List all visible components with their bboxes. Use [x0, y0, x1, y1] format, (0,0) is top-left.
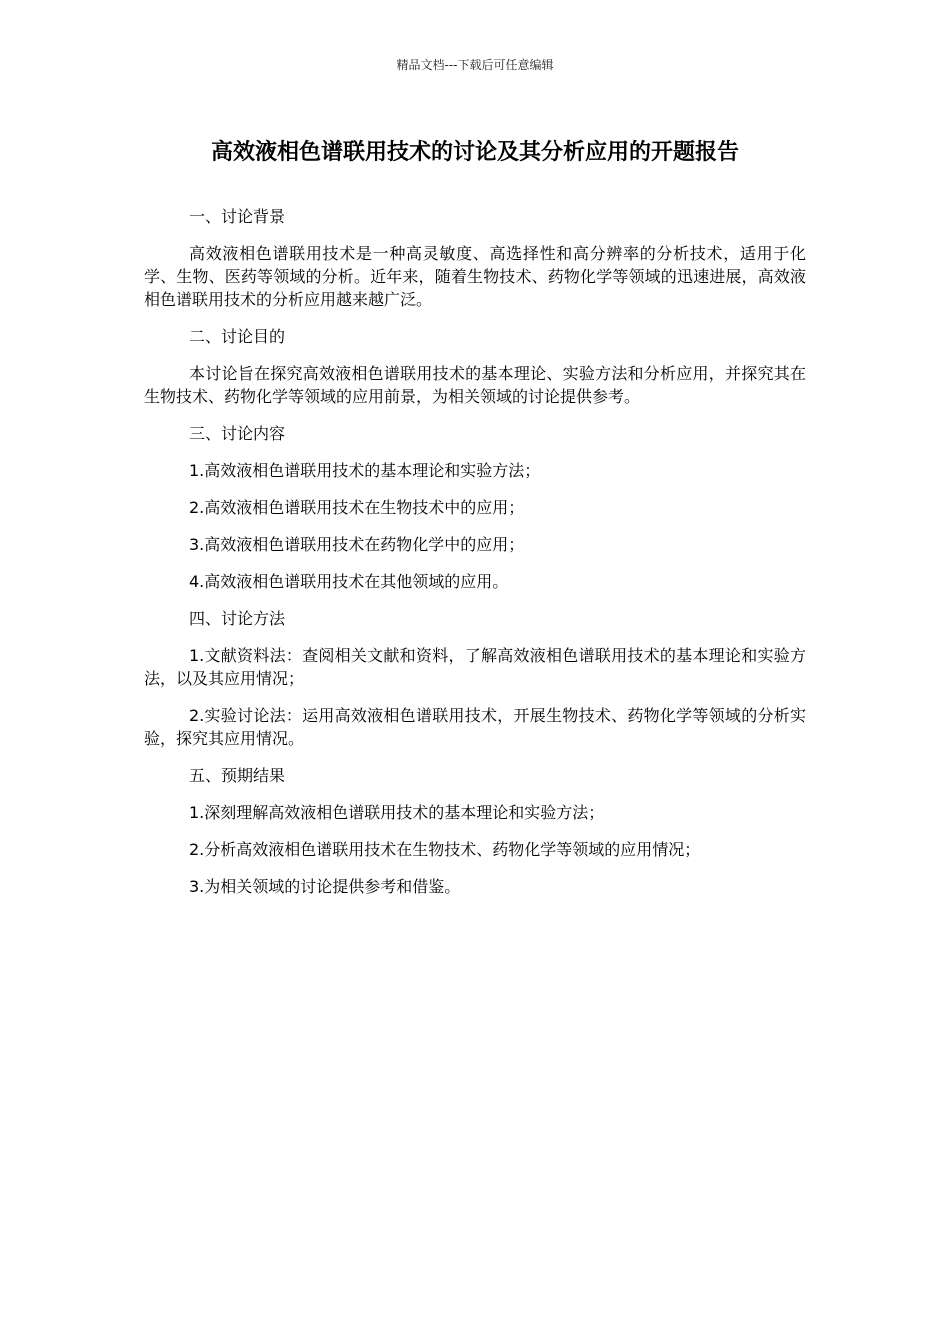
- section-heading-background: 一、讨论背景: [189, 207, 286, 226]
- purpose-paragraph: 本讨论旨在探究高效液相色谱联用技术的基本理论、实验方法和分析应用，并探究其在生物技术、药物化学等领域的应用前景，为相关领域的讨论提供参考。: [144, 364, 806, 406]
- document-body: [144, 205, 806, 912]
- result-item-3: 3.为相关领域的讨论提供参考和借鉴。: [189, 877, 461, 896]
- method-item-2: 2.实验讨论法：运用高效液相色谱联用技术，开展生物技术、药物化学等领域的分析实验，探究其应用情况。: [144, 706, 806, 748]
- document-title: 高效液相色谱联用技术的讨论及其分析应用的开题报告: [210, 140, 739, 165]
- section-heading-results: 五、预期结果: [189, 766, 286, 785]
- page-header-note: 精品文档---下载后可任意编辑: [396, 58, 554, 72]
- result-item-1: 1.深刻理解高效液相色谱联用技术的基本理论和实验方法；: [189, 803, 605, 822]
- content-item-4: 4.高效液相色谱联用技术在其他领域的应用。: [189, 572, 509, 591]
- method-item-1: 1.文献资料法：查阅相关文献和资料，了解高效液相色谱联用技术的基本理论和实验方法，以及其应用情况；: [144, 646, 806, 688]
- content-item-1: 1.高效液相色谱联用技术的基本理论和实验方法；: [189, 461, 541, 480]
- content-item-2: 2.高效液相色谱联用技术在生物技术中的应用；: [189, 498, 525, 517]
- content-item-3: 3.高效液相色谱联用技术在药物化学中的应用；: [189, 535, 525, 554]
- background-paragraph: 高效液相色谱联用技术是一种高灵敏度、高选择性和高分辨率的分析技术，适用于化学、生物、医药等领域的分析。近年来，随着生物技术、药物化学等领域的迅速进展，高效液相色谱联用技术的分析应用越来越广泛。: [144, 244, 806, 309]
- result-item-2: 2.分析高效液相色谱联用技术在生物技术、药物化学等领域的应用情况；: [189, 840, 701, 859]
- section-heading-methods: 四、讨论方法: [189, 609, 286, 628]
- section-heading-purpose: 二、讨论目的: [189, 327, 286, 346]
- section-heading-content: 三、讨论内容: [189, 424, 286, 443]
